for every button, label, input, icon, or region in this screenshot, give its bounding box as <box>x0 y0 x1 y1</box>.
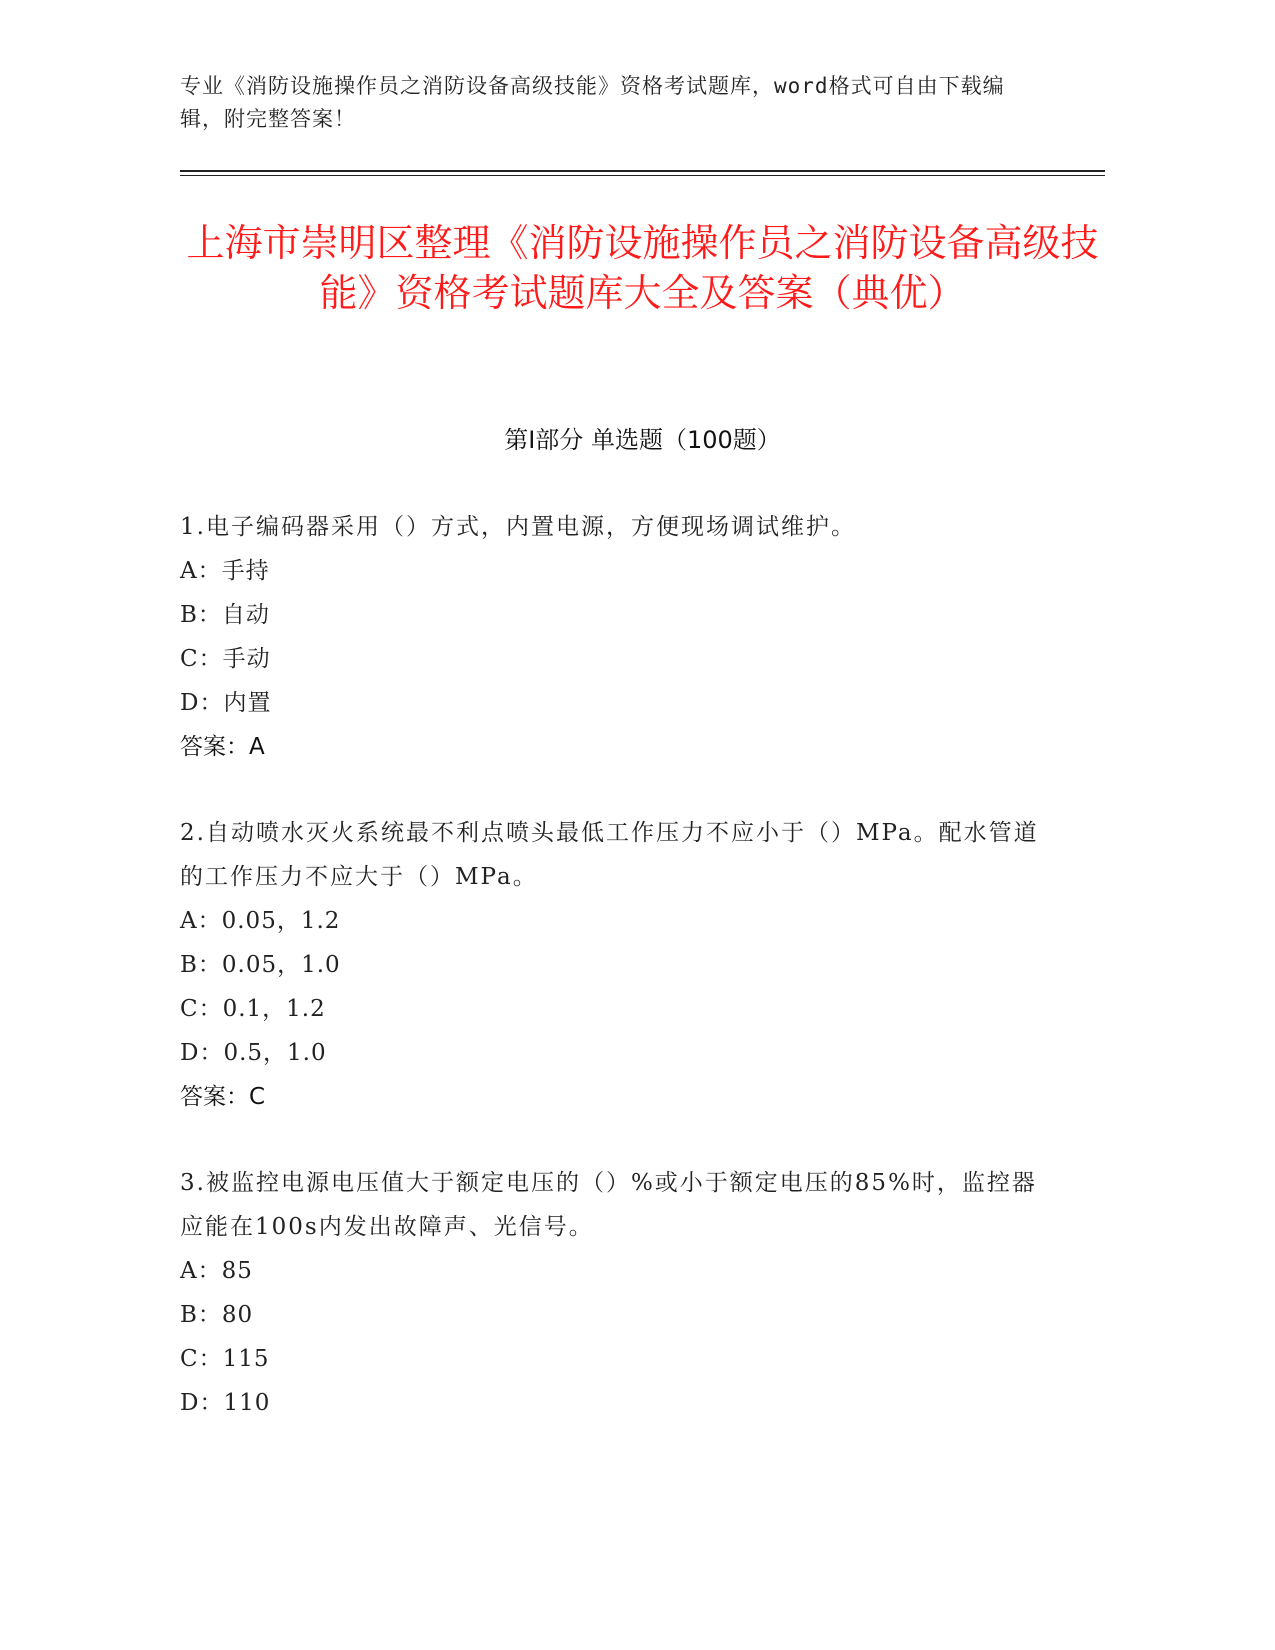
header-divider-thick <box>180 170 1105 172</box>
option-a: A：85 <box>180 1258 253 1284</box>
document-title: 上海市崇明区整理《消防设施操作员之消防设备高级技能》资格考试题库大全及答案（典优） <box>186 221 1099 315</box>
option-b: B：80 <box>180 1302 254 1328</box>
option-c: C：0.1，1.2 <box>180 996 326 1022</box>
section-heading: 第I部分 单选题（100题） <box>504 426 781 454</box>
header-note: 专业《消防设施操作员之消防设备高级技能》资格考试题库，word格式可自由下载编辑，附完整答案！ <box>180 74 1005 131</box>
question-3 <box>180 1161 1050 1425</box>
option-c: C：手动 <box>180 646 271 672</box>
option-a: A：手持 <box>180 558 270 584</box>
option-d: D：0.5，1.0 <box>180 1040 327 1066</box>
answer: 答案：A <box>180 734 265 760</box>
option-b: B：0.05，1.0 <box>180 952 341 978</box>
option-d: D：110 <box>180 1390 271 1416</box>
option-a: A：0.05，1.2 <box>180 908 341 934</box>
answer: 答案：C <box>180 1084 266 1110</box>
question-stem: 2.自动喷水灭火系统最不利点喷头最低工作压力不应小于（）MPa。配水管道的工作压力不应大于（）MPa。 <box>180 820 1039 890</box>
option-c: C：115 <box>180 1346 270 1372</box>
option-d: D：内置 <box>180 690 272 716</box>
question-1 <box>180 505 1050 769</box>
question-stem: 1.电子编码器采用（）方式，内置电源，方便现场调试维护。 <box>180 514 856 540</box>
option-b: B：自动 <box>180 602 270 628</box>
question-list <box>180 505 1050 1467</box>
header-divider-thin <box>180 175 1105 176</box>
question-stem: 3.被监控电源电压值大于额定电压的（）%或小于额定电压的85%时，监控器应能在100s内发出故障声、光信号。 <box>180 1170 1037 1240</box>
question-2 <box>180 811 1050 1119</box>
